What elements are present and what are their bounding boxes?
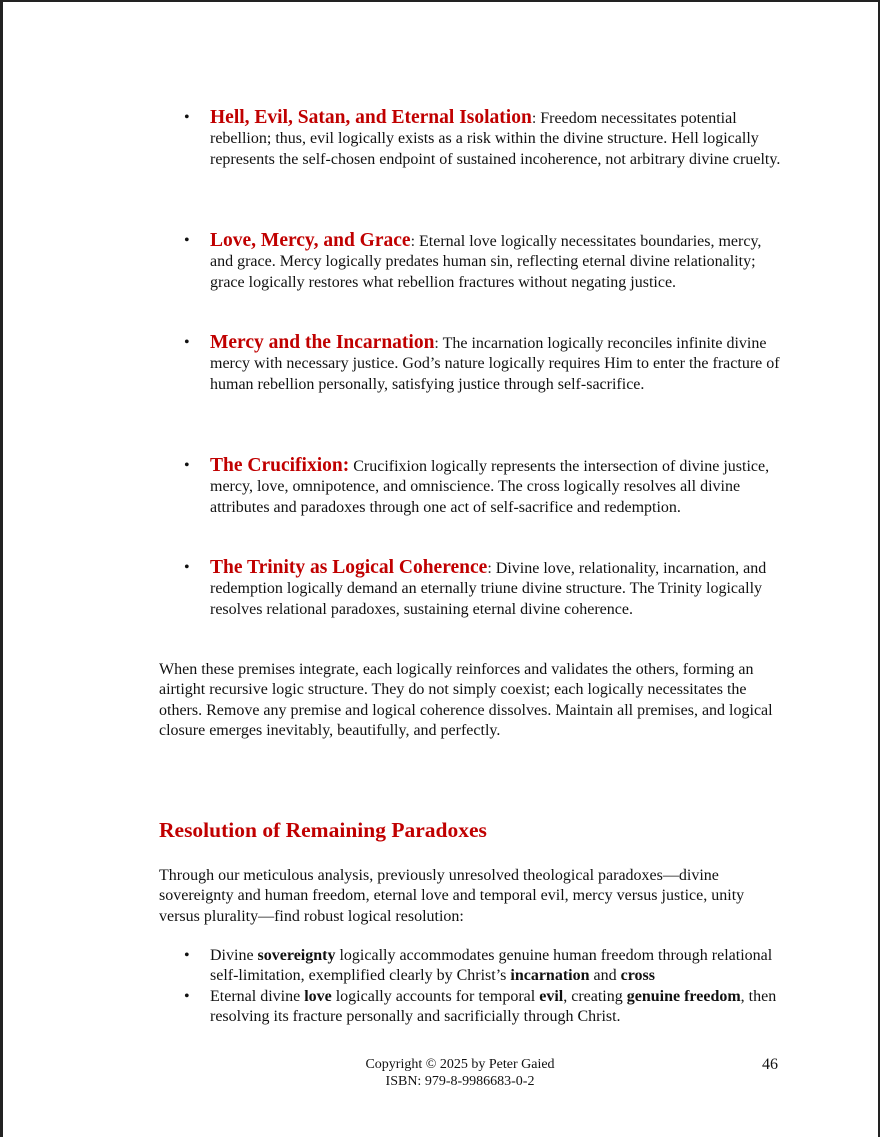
- bullet-separator: :: [487, 560, 492, 577]
- resolution-bullet-love-evil: [184, 987, 785, 1028]
- bullet-text: logically accommodates genuine human freedom through relational self-limitation, exemplified clearly by Christ’s: [210, 947, 773, 985]
- bullet-heading: The Crucifixion:: [210, 455, 350, 476]
- bullet-text: Freedom necessitates potential rebellion; thus, evil logically exists as a risk within the divine structure. Hell logically represents the self-chosen endpoint of sustained incoherence, not arbitrary divine cruelty.: [210, 110, 781, 168]
- bullet-separator: :: [531, 110, 537, 127]
- bullet-text: The incarnation logically reconciles infinite divine mercy with necessary justice. God’s nature logically requires Him to enter the fracture of human rebellion personally, satisfying justice through self-sacrifice.: [210, 335, 780, 393]
- bullet-heading: Love, Mercy, and Grace: [210, 230, 411, 251]
- bullet-heading: The Trinity as Logical Coherence: [210, 557, 488, 578]
- bullet-text: Divine love, relationality, incarnation, and redemption logically demand an eternally triune divine structure. The Trinity logically resolves relational paradoxes, sustaining eternal divine coherence.: [210, 560, 767, 618]
- page-footer: [300, 1056, 620, 1090]
- bold-term: sovereignty: [257, 947, 336, 964]
- bullet-love-mercy-grace: [184, 230, 785, 293]
- bullet-dot-icon: •: [184, 988, 190, 1005]
- bold-term: evil: [539, 988, 564, 1005]
- bullet-text: Eternal divine: [210, 988, 305, 1005]
- resolution-bullet-sovereignty: [184, 946, 785, 987]
- bullet-separator: :: [410, 233, 416, 250]
- bullet-trinity: [184, 557, 785, 620]
- bullet-text: logically accounts for temporal: [331, 988, 540, 1005]
- bullet-text: Eternal love logically necessitates boundaries, mercy, and grace. Mercy logically predates human sin, reflecting eternal divine relationality; grace logically restores what rebellion fractures without negating justice.: [210, 233, 762, 291]
- bullet-text: , creating: [563, 988, 627, 1005]
- bold-term: genuine freedom: [626, 988, 741, 1005]
- bullet-heading: Mercy and the Incarnation: [210, 332, 435, 353]
- bullet-mercy-incarnation: [184, 332, 785, 395]
- bold-term: cross: [620, 967, 655, 985]
- bullet-dot-icon: •: [184, 559, 190, 576]
- bullet-dot-icon: •: [184, 334, 190, 351]
- bullet-dot-icon: •: [184, 457, 190, 474]
- bullet-dot-icon: •: [184, 947, 190, 964]
- bullet-hell-evil: [184, 107, 785, 170]
- bullet-crucifixion: [184, 455, 785, 518]
- section-heading: Resolution of Remaining Paradoxes: [159, 818, 487, 842]
- page-border-top: [0, 0, 880, 2]
- bullet-separator: :: [434, 335, 439, 352]
- bullet-text: , then resolving its fracture personally and sacrificially through Christ.: [210, 988, 777, 1026]
- page-border-left: [0, 0, 3, 1137]
- bullet-text: Crucifixion logically represents the intersection of divine justice, mercy, love, omnipotence, and omniscience. The cross logically resolves all divine attributes and paradoxes through one act of self-sacrifice and redemption.: [210, 458, 770, 516]
- page-number: 46: [762, 1056, 778, 1073]
- bold-term: love: [304, 988, 332, 1005]
- section-intro-paragraph: Through our meticulous analysis, previously unresolved theological paradoxes—divine sovereignty and human freedom, eternal love and temporal evil, mercy versus justice, unity versus plurality—find robust logical resolution:: [159, 867, 745, 925]
- isbn-line: ISBN: 979-8-9986683-0-2: [385, 1074, 535, 1089]
- bullet-dot-icon: •: [184, 232, 190, 249]
- bullet-text: and: [589, 967, 621, 985]
- bullet-heading: Hell, Evil, Satan, and Eternal Isolation: [210, 107, 532, 128]
- bullet-text: Divine: [210, 947, 258, 964]
- summary-paragraph: When these premises integrate, each logically reinforces and validates the others, forming an airtight recursive logic structure. They do not simply coexist; each logically necessitates the others. Remove any premise and logical coherence dissolves. Maintain all premises, and logical closure emerges inevitably, beautifully, and perfectly.: [159, 661, 773, 740]
- bold-term: incarnation: [510, 967, 590, 985]
- bullet-dot-icon: •: [184, 109, 190, 126]
- copyright-line: Copyright © 2025 by Peter Gaied: [365, 1057, 555, 1072]
